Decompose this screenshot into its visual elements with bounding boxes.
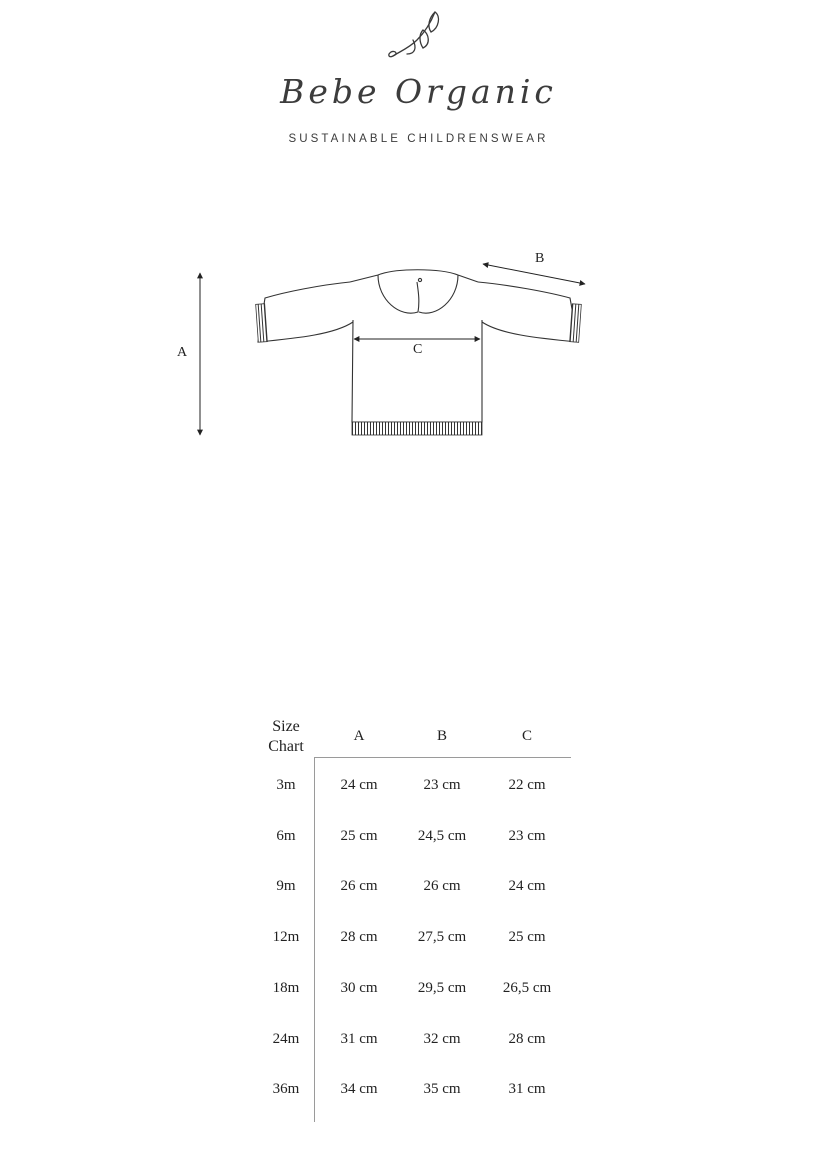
cell-a: 34 cm — [340, 1081, 378, 1098]
dimension-label-a: A — [177, 345, 188, 360]
cell-c: 23 cm — [508, 827, 546, 844]
size-cell: 3m — [276, 777, 296, 793]
cell-a: 26 cm — [340, 878, 378, 895]
size-cell: 24m — [272, 1030, 300, 1047]
size-cell: 36m — [272, 1081, 300, 1098]
cell-c: 22 cm — [508, 777, 546, 793]
column-header-a: A — [353, 728, 365, 744]
size-cell: 12m — [272, 929, 300, 946]
cell-c: 26,5 cm — [502, 979, 552, 996]
table-divider-horizontal — [314, 757, 571, 758]
cell-b: 27,5 cm — [417, 929, 467, 946]
cell-a: 31 cm — [340, 1030, 378, 1047]
size-chart-title — [258, 717, 314, 757]
cell-b: 24,5 cm — [417, 827, 467, 844]
brand-tagline: SUSTAINABLE CHILDRENSWEAR — [288, 133, 549, 145]
cell-a: 28 cm — [340, 929, 378, 946]
dimension-label-b: B — [535, 251, 545, 266]
cell-b: 26 cm — [423, 878, 461, 895]
brand-name: Bebe Organic — [280, 72, 557, 111]
cell-a: 24 cm — [340, 777, 378, 793]
size-cell: 9m — [276, 878, 296, 895]
cell-a: 25 cm — [340, 827, 378, 844]
cell-c: 31 cm — [508, 1081, 546, 1098]
table-divider-vertical — [314, 757, 315, 1122]
cell-b: 23 cm — [423, 777, 461, 793]
size-chart-title-line1: Size — [272, 718, 300, 735]
size-cell: 18m — [272, 979, 300, 996]
cell-b: 29,5 cm — [417, 979, 467, 996]
cell-c: 25 cm — [508, 929, 546, 946]
size-chart-title-line2: Chart — [268, 738, 304, 755]
leaf-sprig-icon — [385, 8, 447, 62]
column-header-c: C — [521, 728, 532, 744]
cell-c: 24 cm — [508, 878, 546, 895]
cell-a: 30 cm — [340, 979, 378, 996]
cell-b: 35 cm — [423, 1081, 461, 1098]
cell-b: 32 cm — [423, 1030, 461, 1047]
cell-c: 28 cm — [508, 1030, 546, 1047]
column-header-b: B — [436, 728, 447, 744]
size-cell: 6m — [276, 827, 296, 844]
dimension-label-c: C — [413, 342, 423, 357]
